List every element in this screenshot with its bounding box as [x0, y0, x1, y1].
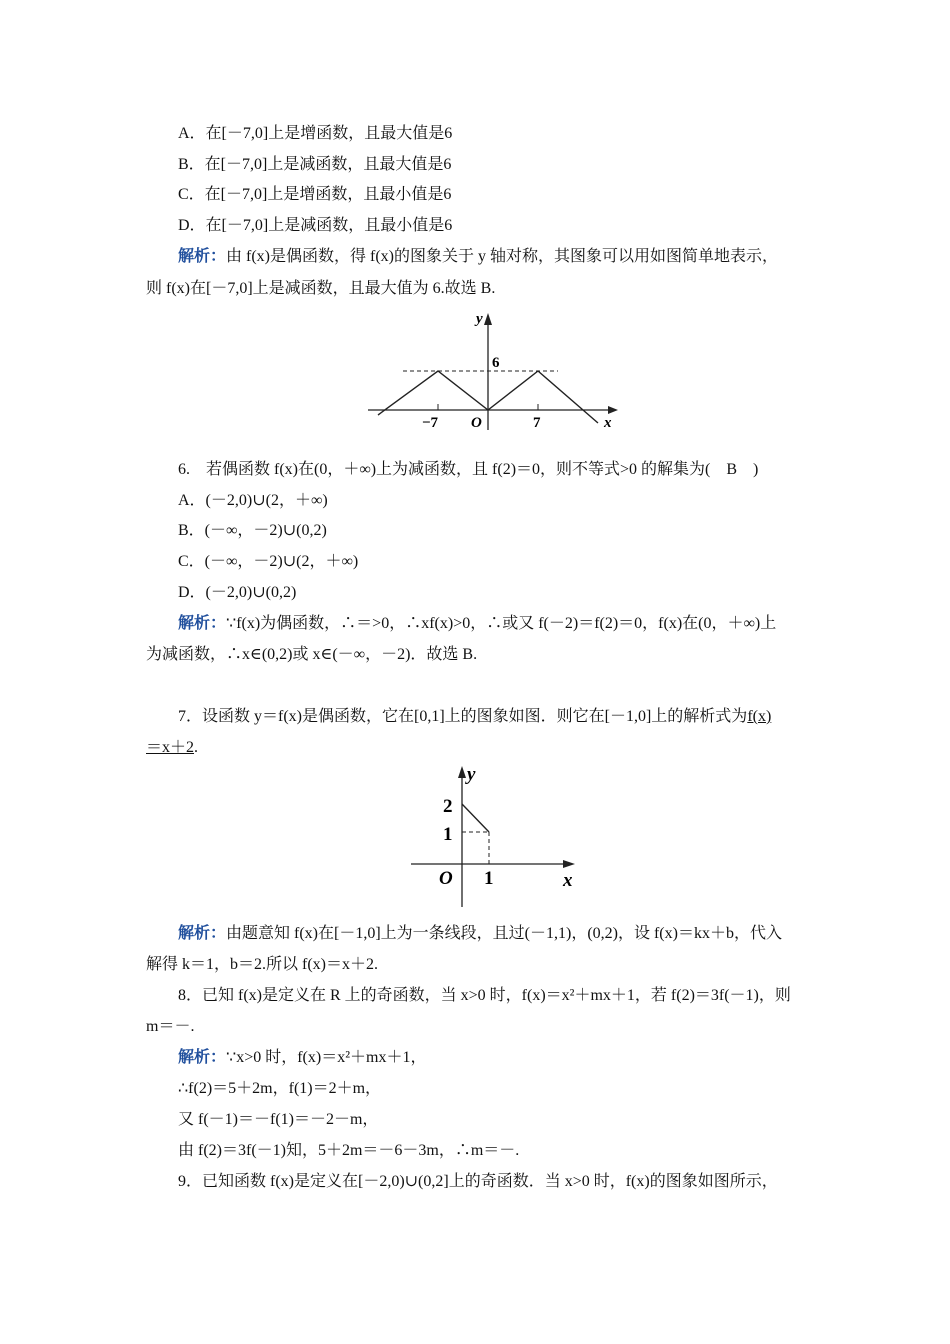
q5-option-b: B．在[－7,0]上是减函数，且最大值是6 [178, 156, 452, 173]
solution-label: 解析： [178, 925, 227, 942]
q5-solution-line2: 则 f(x)在[－7,0]上是减函数，且最大值为 6.故选 B. [146, 280, 496, 297]
y-axis-arrow [458, 766, 466, 778]
q7-answer-part2: ＝x＋2 [146, 739, 195, 756]
function-segment [462, 804, 489, 832]
q5-option-d: D．在[－7,0]上是减函数，且最小值是6 [178, 217, 453, 234]
label-7: 7 [533, 415, 541, 431]
q6-solution-line2: 为减函数，∴x∈(0,2)或 x∈(－∞，－2)．故选 B. [146, 646, 478, 663]
q8-solution-line3: 又 f(－1)＝－f(1)＝－2－m， [178, 1111, 379, 1128]
q8-stem-line2: m＝－. [146, 1018, 195, 1035]
q6-option-d: D．(－2,0)∪(0,2) [178, 584, 297, 601]
q8-solution-line2: ∴f(2)＝5＋2m，f(1)＝2＋m， [178, 1080, 382, 1097]
q6-option-a: A．(－2,0)∪(2，＋∞) [178, 492, 328, 509]
q7-stem: 7．设函数 y＝f(x)是偶函数，它在[0,1]上的图象如图．则它在[－1,0]上的解析式为f(x) [178, 708, 772, 725]
label-6: 6 [492, 355, 500, 371]
q7-answer-part1: f(x) [747, 708, 772, 725]
x-axis-arrow [563, 860, 575, 868]
solution-label: 解析： [178, 615, 227, 632]
origin-label: O [471, 415, 482, 431]
label-2: 2 [443, 796, 453, 817]
x-label-1: 1 [484, 868, 494, 889]
q6-option-c: C．(－∞，－2)∪(2，＋∞) [178, 553, 359, 570]
q6-solution-line1: 解析：∵f(x)为偶函数，∴＝>0，∴xf(x)>0，∴或又 f(－2)＝f(2)＝0，f(x)在(0，＋∞)上 [178, 615, 777, 632]
q7-stem-line2: ＝x＋2. [146, 739, 199, 756]
q8-solution-line4: 由 f(2)＝3f(－1)知，5＋2m＝－6－3m，∴m＝－. [178, 1142, 520, 1159]
q7-graph [405, 762, 590, 912]
y-axis-label: y [467, 764, 476, 785]
q8-solution-line1: 解析：∵x>0 时，f(x)＝x²＋mx＋1， [178, 1049, 427, 1066]
q7-solution-line2: 解得 k＝1，b＝2.所以 f(x)＝x＋2. [146, 956, 378, 973]
y-axis-arrow [484, 313, 492, 325]
origin-label: O [439, 868, 453, 889]
q6-option-b: B．(－∞，－2)∪(0,2) [178, 522, 327, 539]
solution-label: 解析： [178, 248, 227, 265]
q8-stem-line1: 8．已知 f(x)是定义在 R 上的奇函数，当 x>0 时，f(x)＝x²＋mx＋1，若 f(2)＝3f(－1)，则 [178, 987, 791, 1004]
x-axis-label: x [604, 415, 612, 431]
q7-solution-line1: 解析：由题意知 f(x)在[－1,0]上为一条线段，且过(－1,1)，(0,2)，设 f(x)＝kx＋b，代入 [178, 925, 782, 942]
y-axis-label: y [476, 311, 483, 327]
solution-label: 解析： [178, 1049, 227, 1066]
label-neg7: −7 [422, 415, 439, 431]
q5-option-c: C．在[－7,0]上是增函数，且最小值是6 [178, 186, 452, 203]
q5-graph [360, 305, 630, 435]
q5-solution-line1: 解析：由 f(x)是偶函数，得 f(x)的图象关于 y 轴对称，其图象可以用如图简单地表示， [178, 248, 778, 265]
q6-stem: 6. 若偶函数 f(x)在(0，＋∞)上为减函数，且 f(2)＝0，则不等式>0 的解集为( B ) [178, 461, 759, 478]
q9-stem-line1: 9．已知函数 f(x)是定义在[－2,0)∪(0,2]上的奇函数．当 x>0 时，f(x)的图象如图所示， [178, 1173, 778, 1190]
x-axis-arrow [608, 406, 618, 414]
label-1: 1 [443, 824, 453, 845]
q5-option-a: A．在[－7,0]上是增函数，且最大值是6 [178, 125, 453, 142]
x-axis-label: x [563, 870, 573, 891]
